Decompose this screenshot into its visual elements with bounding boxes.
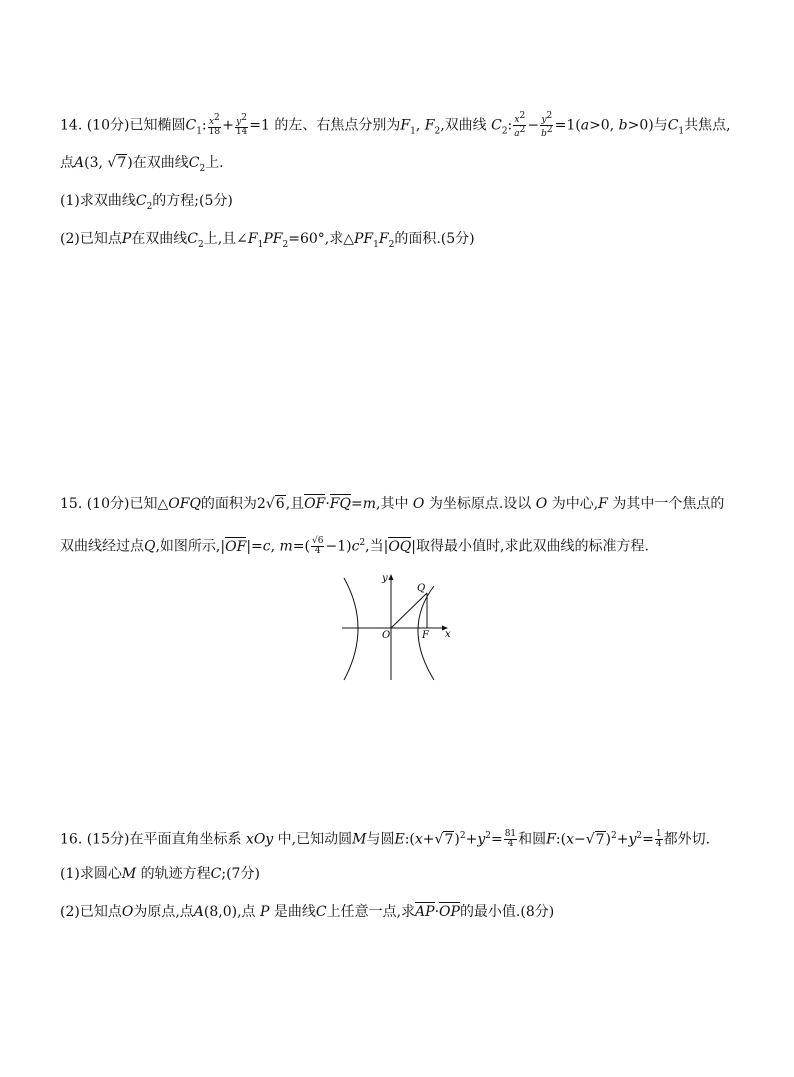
text: 的面积为2 (200, 496, 266, 512)
text: , (270, 538, 276, 555)
math-var: b (618, 117, 628, 134)
question-number: 16. (60, 831, 83, 848)
math-var: c (351, 538, 360, 555)
text: (1)求双曲线 (60, 193, 136, 209)
text: − (573, 831, 586, 848)
text: · (325, 496, 330, 512)
y-axis-label: y (382, 573, 388, 584)
text: + (222, 117, 234, 134)
math-var: E (394, 831, 405, 848)
math-var: C (188, 155, 200, 171)
text: =1 (249, 117, 270, 134)
fraction (655, 830, 663, 849)
math-var: x (208, 117, 215, 127)
math-var: A (74, 155, 85, 171)
subscript: 2 (197, 239, 204, 250)
x-axis-label: x (445, 629, 451, 640)
text: :( (404, 831, 415, 848)
text: ;(7分) (221, 866, 260, 882)
math-var: C (135, 193, 147, 209)
superscript: 2 (459, 831, 466, 841)
sqrt-sign: √ (434, 831, 444, 848)
superscript: 2 (485, 831, 491, 841)
denominator: 14 (235, 127, 248, 137)
subscript: 1 (410, 126, 416, 137)
radicand: 6 (275, 496, 285, 512)
q15-line2 (60, 533, 649, 557)
q16-part1 (60, 864, 260, 884)
hyperbola-left-branch (344, 578, 358, 680)
numerator: 81 (504, 829, 517, 840)
subscript: 1 (373, 239, 379, 250)
math-var: C (210, 866, 222, 882)
math-var: O (535, 496, 548, 512)
subscript: 2 (146, 201, 153, 212)
subscript: 2 (501, 126, 508, 137)
q14-line2 (60, 153, 224, 179)
text: |= (246, 538, 263, 555)
q16-part2 (60, 902, 554, 922)
vector: OQ (388, 538, 412, 555)
math-var: F (546, 831, 556, 848)
text: 双曲线经过点 (60, 538, 144, 555)
q16-line1 (60, 826, 710, 850)
math-var: a (514, 129, 520, 139)
sqrt-sign: √ (585, 831, 595, 848)
point-Q-label: Q (417, 583, 426, 594)
text: 已知△ (129, 496, 169, 512)
math-var: C (187, 231, 198, 247)
score: (15分) (86, 831, 130, 848)
subscript: 1 (257, 239, 264, 250)
text: 在双曲线 (131, 231, 188, 247)
math-var: P (263, 231, 273, 247)
math-var: m (279, 538, 293, 555)
math-var: F (400, 117, 411, 134)
subscript: 2 (199, 163, 206, 174)
origin-label: O (382, 630, 391, 641)
math-var: y (236, 117, 242, 127)
q14-line1 (60, 112, 731, 141)
vector: OF (225, 538, 247, 555)
math-var: x (514, 115, 520, 125)
math-var: F (378, 231, 389, 247)
text: (2)已知点 (60, 904, 122, 920)
denominator: 4 (314, 546, 321, 557)
subscript: 1 (678, 126, 685, 137)
math-var: x (566, 831, 574, 848)
math-var: C (667, 117, 679, 134)
text: = (351, 496, 363, 512)
text: 的方程;(5分) (152, 193, 233, 209)
fraction (540, 112, 554, 139)
text: 中,已知动圆 (277, 831, 353, 848)
score: (10分) (86, 117, 130, 134)
superscript: 2 (359, 538, 366, 548)
text: 的左、右焦点分别为 (274, 117, 401, 134)
text: 为坐标原点.设以 (428, 496, 532, 512)
text: >0)与 (627, 117, 668, 134)
math-var: P (354, 231, 364, 247)
math-var: O (121, 904, 134, 920)
math-var: F (424, 117, 435, 134)
text: · (434, 904, 440, 920)
text: 和圆 (518, 831, 547, 848)
text: ,双曲线 (440, 117, 487, 134)
math-var: Q (144, 538, 156, 555)
denominator: 18 (208, 127, 221, 137)
math-var: F (247, 231, 258, 247)
math-var: c (262, 538, 271, 555)
superscript: 2 (546, 125, 553, 135)
text: 共焦点, (684, 117, 731, 134)
text: ) (605, 831, 612, 848)
segment-OQ (391, 593, 427, 628)
text: : (201, 117, 207, 134)
text: (1)求圆心 (60, 866, 122, 882)
text: 的最小值.(8分) (459, 904, 555, 920)
text: + (422, 831, 435, 848)
math-var: A (193, 904, 204, 920)
text: −1) (325, 538, 352, 555)
y-axis-arrow (389, 574, 394, 580)
text: =( (292, 538, 310, 555)
text: 上任意一点,求 (326, 904, 416, 920)
text: ,当| (365, 538, 389, 555)
math-var: M (121, 866, 137, 882)
math-var: F (363, 231, 374, 247)
text: >0, (589, 117, 615, 134)
text: − (527, 117, 540, 134)
text: 已知椭圆 (129, 117, 186, 134)
question-number: 15. (60, 496, 83, 512)
fraction (504, 830, 517, 849)
fraction (513, 112, 526, 139)
focus-label: F (422, 630, 429, 641)
superscript: 2 (636, 831, 643, 841)
text: (2)已知点 (60, 231, 122, 247)
text: )在双曲线 (127, 155, 189, 171)
text: 为原点,点 (133, 904, 194, 920)
denominator: 4 (507, 839, 514, 850)
text: 与圆 (366, 831, 395, 848)
math-var: OFQ (168, 496, 201, 512)
math-var: P (121, 231, 132, 247)
math-var: xOy (245, 831, 274, 848)
subscript: 2 (388, 239, 395, 250)
question-number: 14. (60, 117, 83, 134)
text: 为中心, (551, 496, 599, 512)
fraction (208, 114, 221, 137)
superscript: 2 (611, 831, 617, 841)
subscript: 2 (282, 239, 289, 250)
score: (10分) (86, 496, 130, 512)
text: 是曲线 (273, 904, 316, 920)
text: :( (555, 831, 567, 848)
math-var: C (315, 904, 327, 920)
text: =1( (554, 117, 581, 134)
text: (3, (84, 155, 103, 171)
text: ,如图所示,| (155, 538, 226, 555)
math-var: O (412, 496, 425, 512)
math-var: y (541, 115, 547, 125)
radicand: 7 (117, 155, 127, 171)
text: , (415, 117, 421, 134)
text: ,其中 (376, 496, 409, 512)
superscript: 2 (519, 125, 526, 135)
math-var: F (598, 496, 608, 512)
text: + (616, 831, 629, 848)
superscript: 2 (546, 111, 553, 121)
math-var: F (272, 231, 283, 247)
text: |取得最小值时,求此双曲线的标准方程. (411, 538, 649, 555)
math-var: m (362, 496, 377, 512)
sqrt-sign: √ (265, 496, 275, 512)
subscript: 1 (196, 126, 202, 137)
text: = (642, 831, 654, 848)
subscript: 2 (434, 126, 441, 137)
superscript: 2 (214, 113, 220, 123)
hyperbola-figure (338, 568, 458, 683)
radicand: 7 (595, 831, 605, 848)
text: 在平面直角坐标系 (129, 831, 242, 848)
math-var: C (491, 117, 502, 134)
text: 上. (205, 155, 224, 171)
text: + (465, 831, 478, 848)
text: (8,0),点 (203, 904, 256, 920)
text: ,且 (285, 496, 305, 512)
sqrt-sign: √ (107, 155, 117, 171)
radicand: 7 (444, 831, 454, 848)
text: =60°,求△ (288, 231, 354, 247)
text: 的面积.(5分) (394, 231, 475, 247)
text: 的轨迹方程 (140, 866, 211, 882)
math-var: x (414, 831, 423, 848)
math-var: y (477, 831, 486, 848)
text: 上,且∠ (203, 231, 248, 247)
vector: FQ (329, 496, 351, 512)
fraction (235, 114, 248, 137)
text: 为其中一个焦点的 (612, 496, 725, 512)
text: 都外切. (663, 831, 711, 848)
text: 点 (60, 155, 74, 171)
text: ) (454, 831, 460, 848)
numerator: √6 (312, 536, 324, 547)
vector: AP (415, 904, 435, 920)
superscript: 2 (519, 111, 526, 121)
math-var: y (628, 831, 637, 848)
q14-part1 (60, 191, 233, 217)
math-var: b (541, 129, 547, 139)
denominator: 4 (655, 839, 662, 850)
text: : (507, 117, 513, 134)
math-var: P (260, 904, 270, 920)
fraction (311, 537, 324, 556)
math-var: C (185, 117, 197, 134)
math-var: M (352, 831, 367, 848)
q14-part2 (60, 229, 475, 255)
text: = (490, 831, 503, 848)
math-var: a (580, 117, 590, 134)
numerator: 1 (655, 829, 662, 840)
superscript: 2 (241, 113, 247, 123)
q15-line1 (60, 494, 724, 514)
vector: OP (439, 904, 460, 920)
vector: OF (304, 496, 326, 512)
